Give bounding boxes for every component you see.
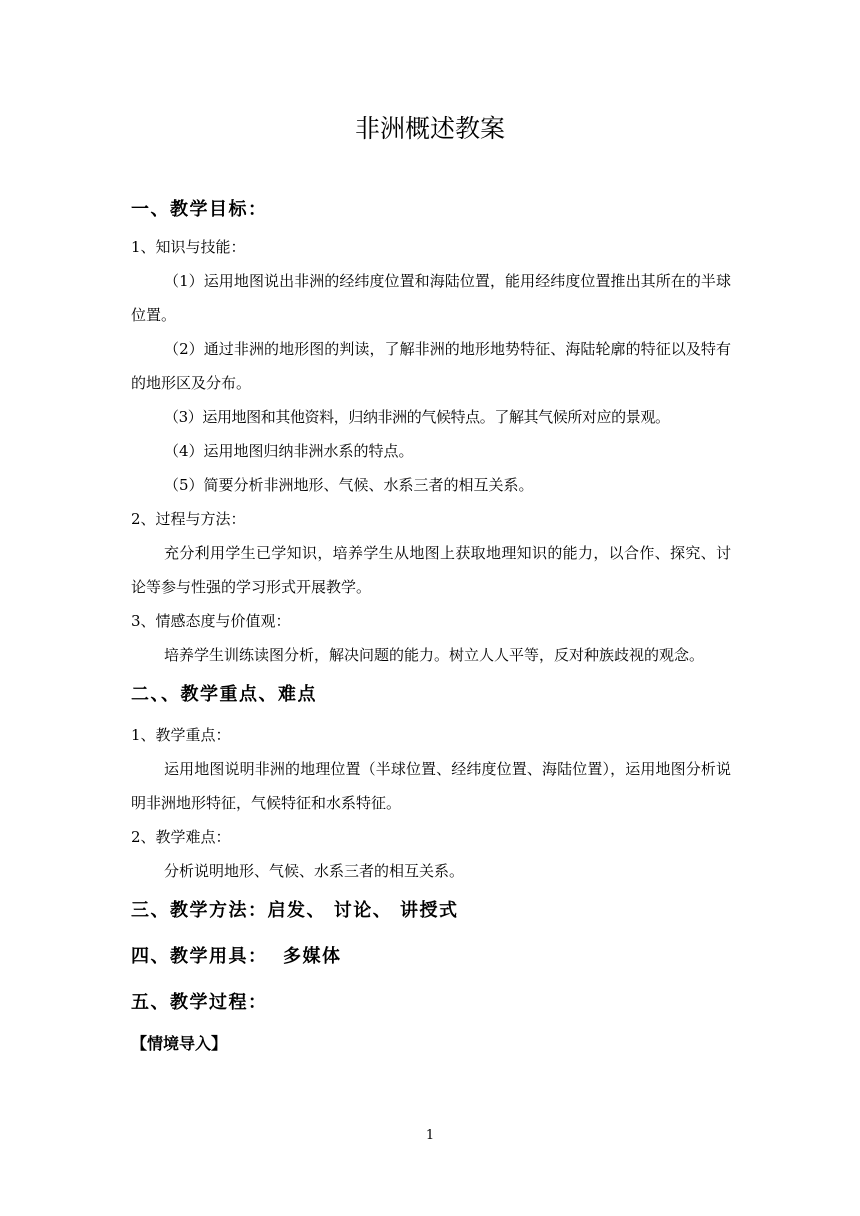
process-method-paragraph: 充分利用学生已学知识，培养学生从地图上获取地理知识的能力，以合作、探究、讨论等参与性强的学习形式开展教学。 bbox=[131, 544, 731, 596]
subheading-knowledge-skills: 1、知识与技能： bbox=[131, 238, 246, 256]
subheading-attitude-values: 3、情感态度与价值观： bbox=[131, 612, 291, 630]
subheading-process-method: 2、过程与方法： bbox=[131, 510, 246, 528]
section-heading-process: 五、教学过程： bbox=[131, 992, 268, 1013]
objective-item-5: （5）简要分析非洲地形、气候、水系三者的相互关系。 bbox=[164, 476, 534, 494]
section-heading-methods: 三、教学方法：启发、 讨论、 讲授式 bbox=[131, 900, 459, 921]
section-heading-tools: 四、教学用具： 多媒体 bbox=[131, 946, 342, 967]
objective-item-3: （3）运用地图和其他资料，归纳非洲的气候特点。了解其气候所对应的景观。 bbox=[164, 408, 670, 426]
section-heading-key-points: 二、、教学重点、难点 bbox=[131, 684, 317, 705]
key-point-paragraph: 运用地图说明非洲的地理位置（半球位置、经纬度位置、海陆位置），运用地图分析说明非洲地形特征，气候特征和水系特征。 bbox=[131, 760, 731, 812]
page-number: 1 bbox=[425, 1128, 435, 1143]
difficult-point-paragraph: 分析说明地形、气候、水系三者的相互关系。 bbox=[164, 862, 465, 880]
section-heading-objectives: 一、教学目标： bbox=[131, 199, 268, 220]
document-body bbox=[131, 190, 731, 1062]
objective-item-1: （1）运用地图说出非洲的经纬度位置和海陆位置，能用经纬度位置推出其所在的半球位置。 bbox=[131, 272, 731, 324]
objective-item-2: （2）通过非洲的地形图的判读，了解非洲的地形地势特征、海陆轮廓的特征以及特有的地形区及分布。 bbox=[131, 340, 731, 392]
document-title: 非洲概述教案 bbox=[354, 114, 505, 143]
subheading-key-point: 1、教学重点： bbox=[131, 726, 231, 744]
objective-item-4: （4）运用地图归纳非洲水系的特点。 bbox=[164, 442, 414, 460]
subheading-difficult-point: 2、教学难点： bbox=[131, 828, 231, 846]
attitude-values-paragraph: 培养学生训练读图分析，解决问题的能力。树立人人平等，反对种族歧视的观念。 bbox=[164, 646, 705, 664]
scenario-intro-heading: 【情境导入】 bbox=[131, 1034, 228, 1053]
